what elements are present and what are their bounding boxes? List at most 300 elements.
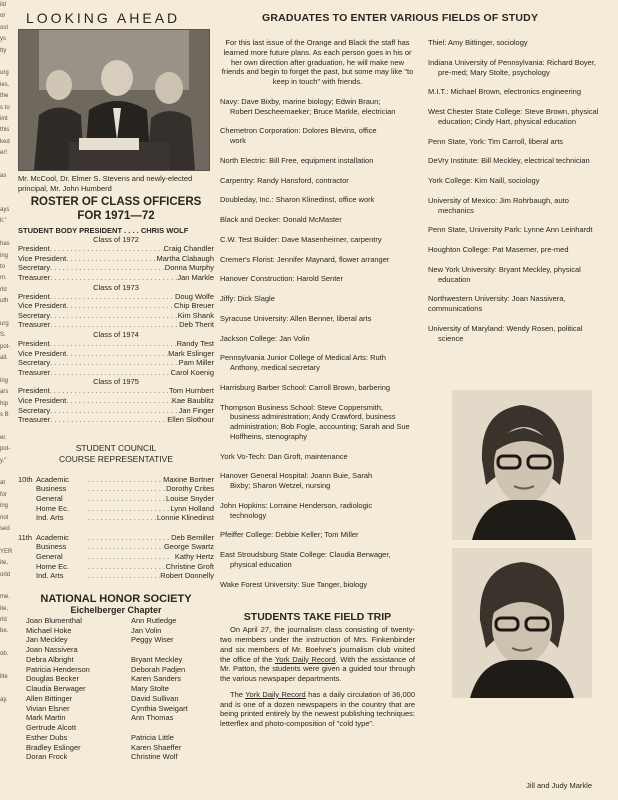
entry-line: DeVry Institute: Bill Meckley, electrical technician xyxy=(428,156,590,166)
bleed-fragment: all. xyxy=(0,355,8,362)
nhs-member: Deborah Padjen xyxy=(131,664,186,674)
rep-name: Dorothy Crites xyxy=(166,484,214,494)
entry-line: John Hopkins: Lorraine Henderson, radiologic xyxy=(220,500,373,510)
leader-dots xyxy=(88,484,166,494)
nhs-member: Ann Thomas xyxy=(131,713,174,723)
rep-name: Kathy Hertz xyxy=(174,552,214,561)
graduate-entry xyxy=(428,137,613,147)
bleed-fragment: to xyxy=(0,263,6,270)
graduates-intro: For this last issue of the Orange and Black the staff has learned more future plans. As each person goes in his or her own direction after graduation, he will make new friends and begin to forget the past, but some may like "to keep in touch" with friends. xyxy=(221,38,414,86)
entry-line: York Vo-Tech: Dan Groft, maintenance xyxy=(220,451,348,461)
entry-line: Hanover General Hospital: Joann Buie, Sarah xyxy=(220,471,373,481)
bleed-fragment: ays xyxy=(0,207,10,214)
rep-name: Lynn Holland xyxy=(170,503,214,513)
bleed-fragment: er. xyxy=(0,434,7,441)
officer-role: Treasurer xyxy=(18,415,51,425)
leader-dots xyxy=(88,475,163,485)
nhs-member: Jan Volin xyxy=(131,625,162,635)
bleed-fragment: ies. xyxy=(0,81,10,88)
officer-role: Vice President xyxy=(18,348,67,358)
bleed-fragment: ite, xyxy=(0,605,9,612)
entry-line: Jiffy: Dick Slagle xyxy=(220,294,275,303)
rep-row xyxy=(18,504,214,514)
bleed-fragment: S. xyxy=(0,332,6,339)
officer-row xyxy=(18,415,214,425)
bleed-fragment: rld xyxy=(0,286,7,293)
entry-line: Harrisburg Barber School: Carroll Brown, barbering xyxy=(220,382,391,392)
graduate-entry xyxy=(220,235,415,245)
entry-line: University of Mexico: Jim Rohrbaugh, auto xyxy=(428,195,569,205)
officer-row xyxy=(18,320,214,330)
bleed-fragment: lite xyxy=(0,674,8,681)
bleed-fragment: urg xyxy=(0,70,9,77)
class-year: Class of 1972 xyxy=(93,235,139,245)
bleed-fragment: ing xyxy=(0,252,9,259)
entry-continuation: technology xyxy=(230,510,267,520)
nhs-member: Esther Dubs xyxy=(26,732,68,742)
officer-role: President xyxy=(18,339,50,348)
rep-name: Maxine Bortner xyxy=(163,474,214,484)
entry-line: Jackson College: Jan Volin xyxy=(220,333,310,343)
nhs-member: David Sullivan xyxy=(131,693,179,703)
graduate-entry xyxy=(428,294,613,314)
photo-caption: Mr. McCool, Dr. Elmer S. Stevens and newly-elected principal, Mr. John Humberd xyxy=(18,174,193,193)
entry-line: Hanover Construction: Harold Senter xyxy=(220,274,343,284)
graduates-heading: GRADUATES TO ENTER VARIOUS FIELDS OF STUDY xyxy=(262,12,539,24)
entry-line: Doubleday, Inc.: Sharon Klinedinst, office work xyxy=(220,195,375,205)
graduate-entry xyxy=(220,126,415,146)
bleed-fragment: tty xyxy=(0,47,7,54)
entry-line: Syracuse University: Allen Benner, liberal arts xyxy=(220,313,372,323)
officer-role: President xyxy=(18,386,50,396)
bleed-fragment: or xyxy=(0,13,6,20)
nhs-member: Debra Albright xyxy=(26,654,74,664)
rep-row xyxy=(18,484,214,494)
officer-name: Chip Breuer xyxy=(173,301,214,311)
class-year: Class of 1973 xyxy=(93,282,139,292)
nhs-member xyxy=(131,645,214,655)
nhs-member: Christine Wolf xyxy=(131,752,178,762)
officer-row xyxy=(18,396,214,406)
rep-row xyxy=(18,542,214,552)
nhs-members-col-2 xyxy=(131,616,214,762)
course-name: Academic xyxy=(36,532,69,542)
rep-row xyxy=(18,494,214,504)
rep-row xyxy=(18,513,214,523)
officer-row xyxy=(18,358,214,368)
entry-line: Pennsylvania Junior College of Medical Arts: Ruth xyxy=(220,353,386,363)
nhs-member: Patricia Little xyxy=(131,732,174,742)
entry-line: Navy: Dave Bixby, marine biology; Edwin Braun; xyxy=(220,96,381,106)
graduate-entry xyxy=(220,314,415,324)
bleed-fragment xyxy=(0,581,14,592)
bleed-fragment: s B xyxy=(0,412,9,419)
officer-role: Treasurer xyxy=(18,320,51,330)
officer-role: President xyxy=(18,244,50,254)
entry-line: East Stroudsburg State College: Claudia Berwager, xyxy=(220,550,391,559)
leader-dots xyxy=(66,301,174,311)
graduate-entry xyxy=(220,97,415,117)
p2-text-b: has a daily circulation of 36,000 and is one of a dozen newspapers in the country that are being printed entirely by the newest publishing techniques: letterflex and photo-composition of "cold type". xyxy=(220,689,415,728)
leader-dots xyxy=(50,292,175,302)
bleed-fragment: orld xyxy=(0,571,11,578)
entry-continuation: education; Cindy Hart, physical education xyxy=(438,116,576,126)
course-name: General xyxy=(36,552,63,561)
rep-name: Lonnie Klinedinst xyxy=(156,513,214,523)
graduate-entry xyxy=(220,471,415,491)
grade-label xyxy=(18,484,36,494)
entry-line: Wake Forest University: Sue Tanger, biology xyxy=(220,579,368,589)
entry-line: Pfeiffer College: Debbie Keller; Tom Miller xyxy=(220,530,359,540)
graduate-entry xyxy=(428,265,613,285)
graduate-entry xyxy=(428,225,613,235)
graduate-entry xyxy=(428,38,613,48)
entry-line: Indiana University of Pennsylvania: Richard Boyer, xyxy=(428,57,597,67)
rep-name: Louise Snyder xyxy=(166,494,214,504)
grade-label xyxy=(18,504,36,514)
officer-row xyxy=(18,339,214,349)
grade-block xyxy=(18,475,214,523)
p1-text-b: . With the assistance of Mr. Patton, the students were given a guided tour through the various newspaper departments. xyxy=(220,654,415,683)
leader-dots xyxy=(50,368,170,378)
p2-text-a: The xyxy=(230,689,246,699)
entry-line: Black and Decker: Donald McMaster xyxy=(220,215,342,224)
entry-line: M.I.T.: Michael Brown, electronics engineering xyxy=(428,87,581,97)
entry-line: Carpentry: Randy Hansford, contractor xyxy=(220,175,349,185)
officer-name: Mark Eslinger xyxy=(168,348,214,358)
entry-line: Cremer's Florist: Jennifer Maynard, flower arranger xyxy=(220,254,390,264)
grade-label xyxy=(18,513,36,523)
looking-ahead-heading: LOOKING AHEAD xyxy=(26,10,181,26)
middle-column xyxy=(220,38,415,735)
leader-dots xyxy=(66,349,168,359)
officer-role: President xyxy=(18,291,50,301)
graduate-entry xyxy=(428,107,613,127)
entry-continuation: science xyxy=(438,333,464,343)
leader-dots xyxy=(88,494,166,504)
bleed-fragment xyxy=(0,365,14,376)
bleed-fragment: pot- xyxy=(0,343,11,350)
leader-dots xyxy=(50,244,164,254)
leader-dots xyxy=(88,504,170,514)
bleed-fragment: ll." xyxy=(0,218,7,225)
graduate-entry xyxy=(428,87,613,97)
leader-dots xyxy=(50,311,178,321)
leader-dots xyxy=(66,254,156,264)
nhs-member: Karen Shaeffer xyxy=(131,742,182,752)
course-name: Academic xyxy=(36,474,69,484)
nhs-member: Michael Hoke xyxy=(26,625,72,635)
council-heading xyxy=(18,443,214,465)
entry-line: Penn State, University Park: Lynne Ann Leinhardt xyxy=(428,225,593,235)
officer-name: Jan Finger xyxy=(178,405,214,415)
nhs-members xyxy=(18,616,214,762)
nhs-member: Bradley Eslinger xyxy=(26,742,81,752)
entry-continuation: physical education xyxy=(230,559,292,569)
officer-name: Randy Test xyxy=(176,339,214,348)
bleed-fragment: be. xyxy=(0,628,9,635)
graduate-plans-list-2 xyxy=(428,38,613,343)
graduate-entry xyxy=(220,334,415,344)
officer-row xyxy=(18,349,214,359)
grade-label xyxy=(18,542,36,552)
officer-name: Martha Clabaugh xyxy=(156,253,214,263)
graduate-entry xyxy=(220,176,415,186)
nhs-member: Joan Nassivera xyxy=(26,645,78,655)
officer-row xyxy=(18,244,214,254)
course-name: Home Ec. xyxy=(36,561,69,571)
bleed-fragment: at xyxy=(0,480,6,487)
rep-row xyxy=(18,562,214,572)
leader-dots xyxy=(66,396,172,406)
entry-continuation: Robert Descheemaeker; Bruce Markle, electrician xyxy=(230,106,396,116)
bleed-fragment xyxy=(0,57,14,68)
leader-dots xyxy=(50,386,169,396)
right-column xyxy=(428,38,613,353)
bleed-fragment: ite, xyxy=(0,560,9,567)
field-trip-heading: STUDENTS TAKE FIELD TRIP xyxy=(243,611,392,624)
entry-line: C.W. Test Builder: Dave Masenheimer, carpentry xyxy=(220,234,382,244)
leader-dots xyxy=(50,320,179,330)
bleed-fragment: urg xyxy=(0,320,9,327)
graduate-plans-list xyxy=(220,97,415,590)
bleed-fragment: pot- xyxy=(0,446,11,453)
bleed-fragment: ys xyxy=(0,36,6,43)
officer-row xyxy=(18,368,214,378)
graduate-entry xyxy=(220,156,415,166)
entry-continuation: business administration; Andy Crawford, business administration; Bob Fogle, accounting; Sarah and Sue Hoffheins, stenography xyxy=(230,412,410,441)
bleed-fragment: has xyxy=(0,241,10,248)
nhs-member: Allen Bittinger xyxy=(26,693,73,703)
rep-name: George Swartz xyxy=(163,542,214,552)
entry-line: North Electric: Bill Free, equipment installation xyxy=(220,155,374,165)
grade-label xyxy=(18,571,36,581)
course-name: General xyxy=(36,494,63,504)
rep-row xyxy=(18,552,214,562)
graduate-entry xyxy=(220,580,415,590)
student-body-president xyxy=(18,226,214,235)
graduate-entry xyxy=(220,274,415,284)
entry-continuation: Anthony, medical secretary xyxy=(230,363,320,372)
bleed-fragment: sed xyxy=(0,525,10,532)
graduate-entry xyxy=(220,403,415,442)
nhs-member: Doran Frock xyxy=(26,752,68,762)
course-name: Business xyxy=(36,484,67,494)
nhs-member: Vivian Elsner xyxy=(26,703,70,713)
bleed-fragment: iint xyxy=(0,115,8,122)
adjacent-page-bleed xyxy=(0,0,14,800)
graduate-entry xyxy=(220,452,415,462)
officer-row xyxy=(18,263,214,273)
course-name: Home Ec. xyxy=(36,503,69,513)
graduate-entry xyxy=(428,176,613,186)
p2-newspaper-name: York Daily Record xyxy=(245,689,306,699)
nhs-member: Bryant Meckley xyxy=(131,654,183,664)
nhs-member: Joan Blumenthal xyxy=(26,615,82,625)
officer-role: Treasurer xyxy=(18,367,51,377)
grade-label: 11th xyxy=(18,532,33,542)
photo-illustration-icon xyxy=(19,30,209,170)
graduate-entry xyxy=(220,501,415,521)
nhs-member: Patricia Henderson xyxy=(26,664,90,674)
rep-row xyxy=(18,571,214,581)
officer-role: Vice President xyxy=(18,253,67,263)
officer-name: Kae Baublitz xyxy=(171,395,214,405)
entry-line: University of Maryland: Wendy Rosen, political xyxy=(428,323,583,333)
roster-heading-line-1: ROSTER OF CLASS OFFICERS xyxy=(30,195,202,208)
graduate-entry xyxy=(220,530,415,540)
bleed-fragment: as xyxy=(0,172,7,179)
bleed-fragment: ing xyxy=(0,503,9,510)
leader-dots xyxy=(50,339,177,349)
graduate-entry xyxy=(428,58,613,78)
nhs-members-col-1 xyxy=(26,616,131,762)
bleed-fragment xyxy=(0,182,14,193)
class-year: Class of 1975 xyxy=(93,377,139,387)
leader-dots xyxy=(88,571,160,581)
bleed-fragment xyxy=(0,683,14,694)
field-trip-paragraph-2 xyxy=(220,690,415,729)
sbp-name: CHRIS WOLF xyxy=(140,226,189,236)
nhs-member xyxy=(131,723,214,733)
bleed-fragment: m. xyxy=(0,275,7,282)
officer-row xyxy=(18,273,214,283)
officer-name: Carol Koenig xyxy=(170,367,214,377)
course-name: Ind. Arts xyxy=(36,571,64,581)
bleed-fragment: ost xyxy=(0,24,9,31)
leader-dots xyxy=(50,406,178,416)
course-name: Ind. Arts xyxy=(36,513,64,523)
bleed-fragment xyxy=(0,228,14,239)
bleed-fragment: ing xyxy=(0,377,9,384)
graduate-entry xyxy=(220,255,415,265)
leader-dots xyxy=(50,273,177,283)
p1-newspaper-name: York Daily Record xyxy=(274,654,336,664)
course-representatives xyxy=(18,475,214,581)
bleed-fragment: this xyxy=(0,127,10,134)
nhs-member: Cynthia Sweigart xyxy=(131,703,188,713)
bleed-fragment xyxy=(0,194,14,205)
bleed-fragment: ay. xyxy=(0,696,8,703)
rep-row xyxy=(18,533,214,543)
leader-dots xyxy=(88,542,164,552)
bleed-fragment: ked xyxy=(0,138,10,145)
grade-block xyxy=(18,533,214,581)
officer-name: Jan Markle xyxy=(177,273,214,283)
nhs-chapter: Eichelberger Chapter xyxy=(70,604,162,615)
entry-continuation: education xyxy=(438,274,471,284)
officer-name: Donna Murphy xyxy=(164,263,214,273)
bleed-fragment xyxy=(0,159,14,170)
leader-dots xyxy=(88,552,175,562)
graduate-entry xyxy=(220,383,415,393)
bleed-fragment: me. xyxy=(0,594,11,601)
entry-continuation: mechanics xyxy=(438,205,474,215)
officer-row xyxy=(18,406,214,416)
grade-label xyxy=(18,552,36,562)
bleed-fragment: ob. xyxy=(0,651,9,658)
nhs-heading: NATIONAL HONOR SOCIETY xyxy=(40,592,192,605)
officer-role: Vice President xyxy=(18,395,67,405)
entry-line: New York University: Bryant Meckley, physical xyxy=(428,264,581,274)
officer-name: Pam Miller xyxy=(178,358,214,368)
bleed-fragment xyxy=(0,661,14,672)
nhs-member: Ann Rutledge xyxy=(131,615,177,625)
graduate-entry xyxy=(220,195,415,205)
graduate-entry xyxy=(428,245,613,255)
entry-line: Thompson Business School: Steve Coppersmith, xyxy=(220,402,383,412)
entry-continuation: pre-med; Mary Stolte, psychology xyxy=(438,67,550,77)
bleed-fragment xyxy=(0,535,14,546)
class-year: Class of 1974 xyxy=(93,330,139,339)
bleed-fragment: y." xyxy=(0,457,7,464)
portrait-girl-icon xyxy=(452,390,592,540)
grade-label xyxy=(18,562,36,572)
officer-role: Vice President xyxy=(18,301,67,311)
bleed-fragment: the xyxy=(0,93,9,100)
officer-row xyxy=(18,386,214,396)
entry-continuation: work xyxy=(230,136,246,145)
officer-role: Treasurer xyxy=(18,273,51,283)
portrait-bottom xyxy=(452,548,592,703)
bleed-fragment xyxy=(0,467,14,478)
portrait-girl-icon-2 xyxy=(452,548,592,698)
graduate-entry xyxy=(428,156,613,166)
officer-name: Tom Humbert xyxy=(168,386,214,396)
grade-label: 10th xyxy=(18,474,33,484)
entry-continuation: Bixby; Sharon Wetzel, nursing xyxy=(230,481,331,490)
roster-heading-line-2: FOR 1971—72 xyxy=(77,209,155,222)
graduate-entry xyxy=(220,353,415,373)
council-heading-line-2: COURSE REPRESENTATIVE xyxy=(59,453,173,464)
grade-label xyxy=(18,494,36,504)
council-heading-line-1: STUDENT COUNCIL xyxy=(75,442,157,453)
bleed-fragment: er! xyxy=(0,150,8,157)
officer-name: Ellen Slothour xyxy=(167,415,214,425)
officer-role: Secretary xyxy=(18,263,51,273)
officer-row xyxy=(18,292,214,302)
leader-dots xyxy=(88,533,171,543)
officer-name: Kim Shank xyxy=(177,310,214,320)
rep-name: Christine Groft xyxy=(165,561,214,571)
bleed-fragment: ars xyxy=(0,389,9,396)
bleed-fragment: rld xyxy=(0,617,7,624)
leader-dots xyxy=(50,415,167,425)
rep-name: Robert Donnelly xyxy=(160,571,214,581)
bleed-fragment xyxy=(0,308,14,319)
portrait-top xyxy=(452,390,592,545)
officer-role: Secretary xyxy=(18,405,51,415)
bleed-fragment: s to xyxy=(0,104,10,111)
leader-dots xyxy=(88,513,157,523)
nhs-member: Claudia Berwager xyxy=(26,684,86,694)
graduate-entry xyxy=(428,196,613,216)
entry-line: York College: Kim Naill, sociology xyxy=(428,176,540,185)
nhs-member: Peggy Wiser xyxy=(131,635,174,645)
officer-row xyxy=(18,311,214,321)
leader-dots xyxy=(50,263,165,273)
graduate-entry xyxy=(428,324,613,344)
sbp-label: STUDENT BODY PRESIDENT . . . . xyxy=(18,226,139,236)
bleed-fragment: YER xyxy=(0,548,13,555)
officer-row xyxy=(18,254,214,264)
graduate-entry xyxy=(220,294,415,304)
bleed-fragment: not xyxy=(0,514,9,521)
officer-name: Deb Therit xyxy=(179,320,214,330)
officer-name: Doug Wolfe xyxy=(174,291,214,301)
portrait-caption: Jill and Judy Markle xyxy=(526,781,592,790)
nhs-member: Douglas Becker xyxy=(26,674,79,684)
